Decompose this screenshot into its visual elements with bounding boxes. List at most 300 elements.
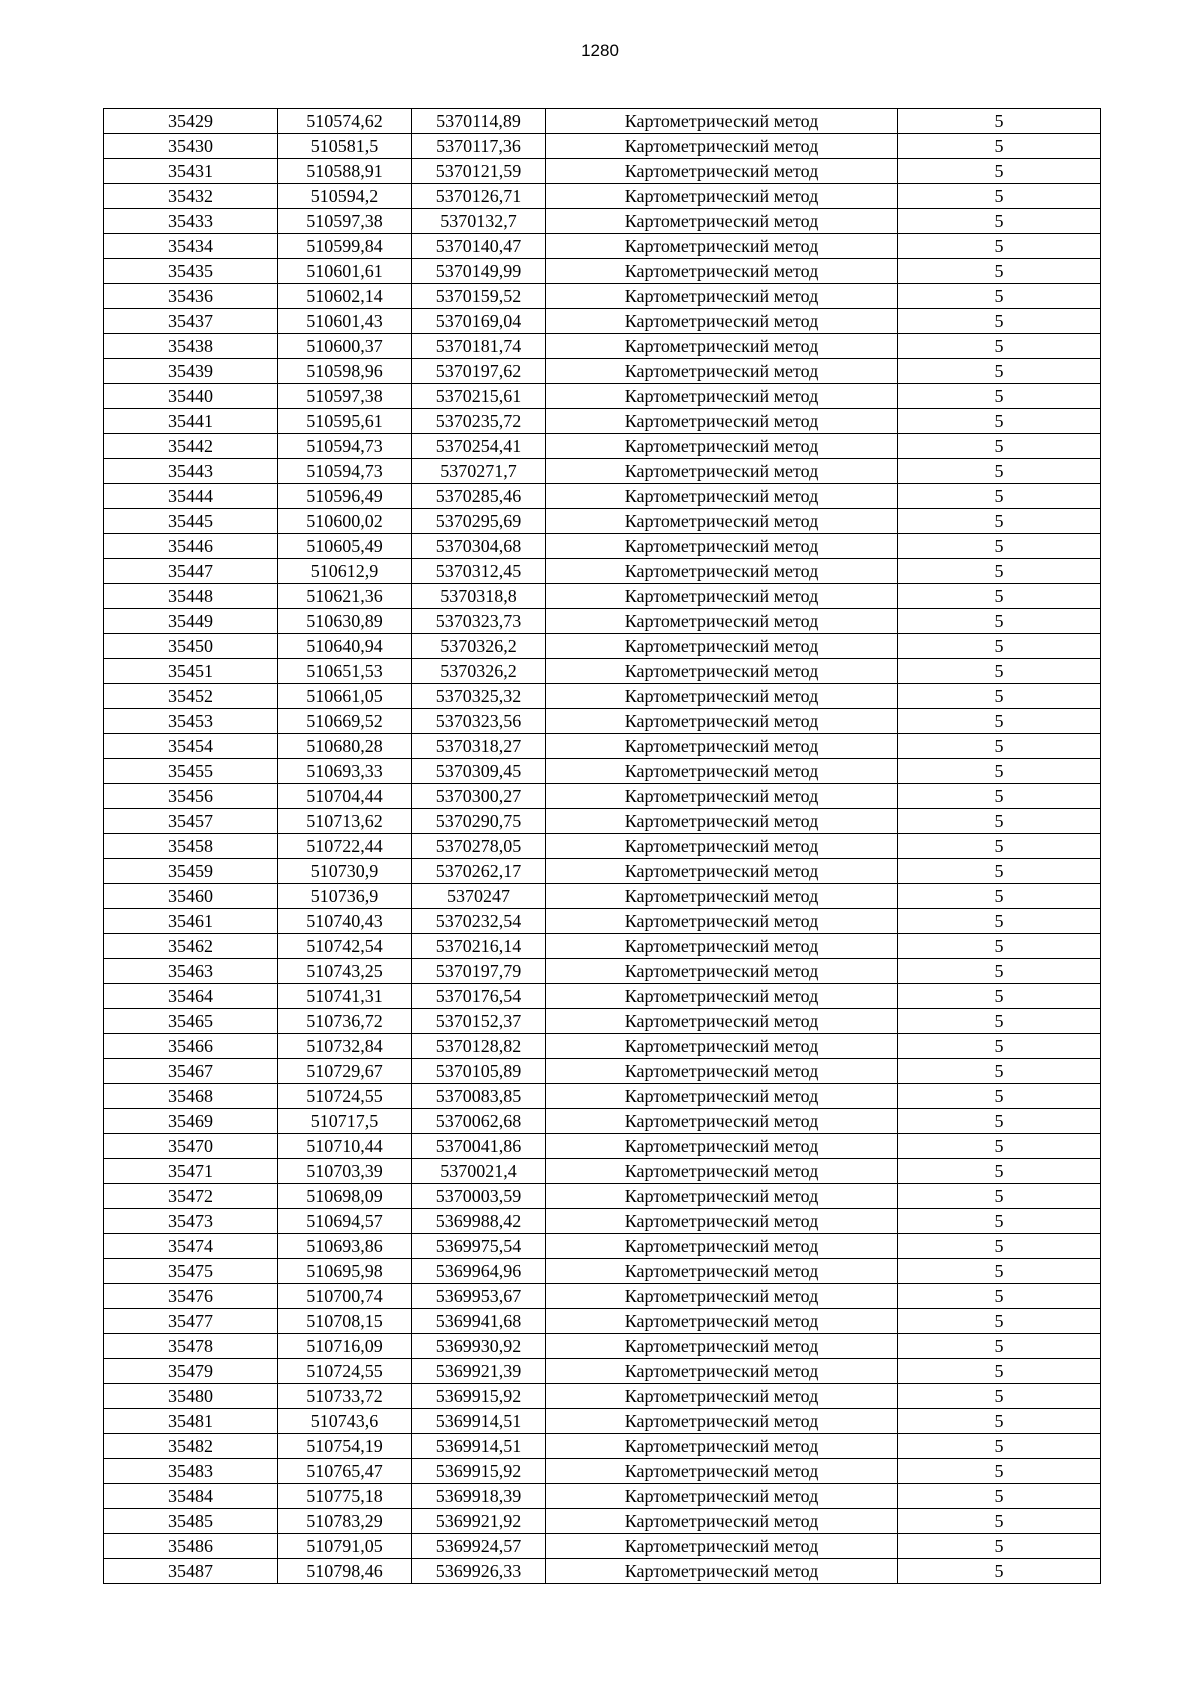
- point-number-cell: 35483: [104, 1459, 278, 1484]
- point-number-cell: 35454: [104, 734, 278, 759]
- x-coordinate-cell: 510741,31: [278, 984, 412, 1009]
- table-row: [104, 834, 1101, 859]
- method-cell: Картометрический метод: [546, 1284, 898, 1309]
- table-row: [104, 1209, 1101, 1234]
- point-number-cell: 35443: [104, 459, 278, 484]
- x-coordinate-cell: 510595,61: [278, 409, 412, 434]
- coordinates-table: [103, 108, 1101, 1584]
- point-number-cell: 35437: [104, 309, 278, 334]
- accuracy-cell: 5: [898, 659, 1101, 684]
- method-cell: Картометрический метод: [546, 1559, 898, 1584]
- method-cell: Картометрический метод: [546, 534, 898, 559]
- y-coordinate-cell: 5370021,4: [412, 1159, 546, 1184]
- table-row: [104, 1284, 1101, 1309]
- method-cell: Картометрический метод: [546, 1134, 898, 1159]
- method-cell: Картометрический метод: [546, 1034, 898, 1059]
- method-cell: Картометрический метод: [546, 184, 898, 209]
- x-coordinate-cell: 510724,55: [278, 1084, 412, 1109]
- method-cell: Картометрический метод: [546, 234, 898, 259]
- y-coordinate-cell: 5369924,57: [412, 1534, 546, 1559]
- point-number-cell: 35435: [104, 259, 278, 284]
- table-row: [104, 1159, 1101, 1184]
- accuracy-cell: 5: [898, 559, 1101, 584]
- x-coordinate-cell: 510742,54: [278, 934, 412, 959]
- table-row: [104, 559, 1101, 584]
- point-number-cell: 35460: [104, 884, 278, 909]
- table-row: [104, 309, 1101, 334]
- point-number-cell: 35481: [104, 1409, 278, 1434]
- method-cell: Картометрический метод: [546, 684, 898, 709]
- point-number-cell: 35459: [104, 859, 278, 884]
- point-number-cell: 35482: [104, 1434, 278, 1459]
- method-cell: Картометрический метод: [546, 109, 898, 134]
- y-coordinate-cell: 5370181,74: [412, 334, 546, 359]
- x-coordinate-cell: 510717,5: [278, 1109, 412, 1134]
- x-coordinate-cell: 510588,91: [278, 159, 412, 184]
- y-coordinate-cell: 5370128,82: [412, 1034, 546, 1059]
- y-coordinate-cell: 5370126,71: [412, 184, 546, 209]
- accuracy-cell: 5: [898, 109, 1101, 134]
- x-coordinate-cell: 510605,49: [278, 534, 412, 559]
- y-coordinate-cell: 5369918,39: [412, 1484, 546, 1509]
- table-row: [104, 809, 1101, 834]
- x-coordinate-cell: 510621,36: [278, 584, 412, 609]
- accuracy-cell: 5: [898, 784, 1101, 809]
- point-number-cell: 35485: [104, 1509, 278, 1534]
- accuracy-cell: 5: [898, 834, 1101, 859]
- y-coordinate-cell: 5369914,51: [412, 1434, 546, 1459]
- y-coordinate-cell: 5370105,89: [412, 1059, 546, 1084]
- point-number-cell: 35474: [104, 1234, 278, 1259]
- accuracy-cell: 5: [898, 684, 1101, 709]
- method-cell: Картометрический метод: [546, 334, 898, 359]
- table-row: [104, 1259, 1101, 1284]
- x-coordinate-cell: 510693,33: [278, 759, 412, 784]
- accuracy-cell: 5: [898, 1034, 1101, 1059]
- table-row: [104, 459, 1101, 484]
- x-coordinate-cell: 510743,25: [278, 959, 412, 984]
- method-cell: Картометрический метод: [546, 734, 898, 759]
- table-row: [104, 259, 1101, 284]
- y-coordinate-cell: 5370062,68: [412, 1109, 546, 1134]
- accuracy-cell: 5: [898, 934, 1101, 959]
- y-coordinate-cell: 5370295,69: [412, 509, 546, 534]
- method-cell: Картометрический метод: [546, 1234, 898, 1259]
- point-number-cell: 35452: [104, 684, 278, 709]
- accuracy-cell: 5: [898, 1409, 1101, 1434]
- accuracy-cell: 5: [898, 309, 1101, 334]
- x-coordinate-cell: 510740,43: [278, 909, 412, 934]
- accuracy-cell: 5: [898, 384, 1101, 409]
- x-coordinate-cell: 510680,28: [278, 734, 412, 759]
- table-row: [104, 1034, 1101, 1059]
- x-coordinate-cell: 510775,18: [278, 1484, 412, 1509]
- point-number-cell: 35464: [104, 984, 278, 1009]
- accuracy-cell: 5: [898, 359, 1101, 384]
- table-row: [104, 1559, 1101, 1584]
- y-coordinate-cell: 5370152,37: [412, 1009, 546, 1034]
- table-row: [104, 534, 1101, 559]
- x-coordinate-cell: 510594,2: [278, 184, 412, 209]
- y-coordinate-cell: 5370278,05: [412, 834, 546, 859]
- y-coordinate-cell: 5369941,68: [412, 1309, 546, 1334]
- x-coordinate-cell: 510732,84: [278, 1034, 412, 1059]
- y-coordinate-cell: 5370216,14: [412, 934, 546, 959]
- point-number-cell: 35440: [104, 384, 278, 409]
- method-cell: Картометрический метод: [546, 784, 898, 809]
- y-coordinate-cell: 5370318,27: [412, 734, 546, 759]
- method-cell: Картометрический метод: [546, 884, 898, 909]
- accuracy-cell: 5: [898, 1284, 1101, 1309]
- y-coordinate-cell: 5370169,04: [412, 309, 546, 334]
- y-coordinate-cell: 5369915,92: [412, 1459, 546, 1484]
- y-coordinate-cell: 5370262,17: [412, 859, 546, 884]
- y-coordinate-cell: 5370312,45: [412, 559, 546, 584]
- method-cell: Картометрический метод: [546, 634, 898, 659]
- accuracy-cell: 5: [898, 759, 1101, 784]
- table-row: [104, 1109, 1101, 1134]
- method-cell: Картометрический метод: [546, 159, 898, 184]
- x-coordinate-cell: 510640,94: [278, 634, 412, 659]
- point-number-cell: 35441: [104, 409, 278, 434]
- method-cell: Картометрический метод: [546, 1309, 898, 1334]
- point-number-cell: 35455: [104, 759, 278, 784]
- table-row: [104, 1184, 1101, 1209]
- accuracy-cell: 5: [898, 1434, 1101, 1459]
- method-cell: Картометрический метод: [546, 259, 898, 284]
- accuracy-cell: 5: [898, 1184, 1101, 1209]
- table-row: [104, 1534, 1101, 1559]
- y-coordinate-cell: 5369953,67: [412, 1284, 546, 1309]
- y-coordinate-cell: 5370326,2: [412, 659, 546, 684]
- point-number-cell: 35470: [104, 1134, 278, 1159]
- x-coordinate-cell: 510574,62: [278, 109, 412, 134]
- method-cell: Картометрический метод: [546, 384, 898, 409]
- x-coordinate-cell: 510733,72: [278, 1384, 412, 1409]
- x-coordinate-cell: 510598,96: [278, 359, 412, 384]
- accuracy-cell: 5: [898, 509, 1101, 534]
- x-coordinate-cell: 510597,38: [278, 209, 412, 234]
- table-row: [104, 959, 1101, 984]
- point-number-cell: 35463: [104, 959, 278, 984]
- x-coordinate-cell: 510730,9: [278, 859, 412, 884]
- table-row: [104, 1384, 1101, 1409]
- table-row: [104, 384, 1101, 409]
- y-coordinate-cell: 5370114,89: [412, 109, 546, 134]
- method-cell: Картометрический метод: [546, 1434, 898, 1459]
- point-number-cell: 35430: [104, 134, 278, 159]
- accuracy-cell: 5: [898, 1109, 1101, 1134]
- x-coordinate-cell: 510722,44: [278, 834, 412, 859]
- table-row: [104, 859, 1101, 884]
- x-coordinate-cell: 510601,61: [278, 259, 412, 284]
- point-number-cell: 35453: [104, 709, 278, 734]
- table-row: [104, 909, 1101, 934]
- accuracy-cell: 5: [898, 534, 1101, 559]
- x-coordinate-cell: 510651,53: [278, 659, 412, 684]
- x-coordinate-cell: 510594,73: [278, 434, 412, 459]
- method-cell: Картометрический метод: [546, 609, 898, 634]
- point-number-cell: 35475: [104, 1259, 278, 1284]
- y-coordinate-cell: 5370215,61: [412, 384, 546, 409]
- accuracy-cell: 5: [898, 1559, 1101, 1584]
- point-number-cell: 35451: [104, 659, 278, 684]
- table-row: [104, 184, 1101, 209]
- accuracy-cell: 5: [898, 209, 1101, 234]
- y-coordinate-cell: 5370159,52: [412, 284, 546, 309]
- table-row: [104, 234, 1101, 259]
- x-coordinate-cell: 510596,49: [278, 484, 412, 509]
- method-cell: Картометрический метод: [546, 1184, 898, 1209]
- point-number-cell: 35462: [104, 934, 278, 959]
- table-row: [104, 759, 1101, 784]
- y-coordinate-cell: 5369926,33: [412, 1559, 546, 1584]
- y-coordinate-cell: 5369964,96: [412, 1259, 546, 1284]
- y-coordinate-cell: 5370326,2: [412, 634, 546, 659]
- accuracy-cell: 5: [898, 1534, 1101, 1559]
- method-cell: Картометрический метод: [546, 1409, 898, 1434]
- x-coordinate-cell: 510594,73: [278, 459, 412, 484]
- method-cell: Картометрический метод: [546, 1509, 898, 1534]
- point-number-cell: 35436: [104, 284, 278, 309]
- method-cell: Картометрический метод: [546, 309, 898, 334]
- point-number-cell: 35484: [104, 1484, 278, 1509]
- point-number-cell: 35444: [104, 484, 278, 509]
- point-number-cell: 35472: [104, 1184, 278, 1209]
- accuracy-cell: 5: [898, 1459, 1101, 1484]
- x-coordinate-cell: 510791,05: [278, 1534, 412, 1559]
- y-coordinate-cell: 5370003,59: [412, 1184, 546, 1209]
- table-row: [104, 109, 1101, 134]
- method-cell: Картометрический метод: [546, 134, 898, 159]
- point-number-cell: 35457: [104, 809, 278, 834]
- x-coordinate-cell: 510602,14: [278, 284, 412, 309]
- accuracy-cell: 5: [898, 434, 1101, 459]
- method-cell: Картометрический метод: [546, 709, 898, 734]
- table-row: [104, 159, 1101, 184]
- accuracy-cell: 5: [898, 1209, 1101, 1234]
- point-number-cell: 35478: [104, 1334, 278, 1359]
- method-cell: Картометрический метод: [546, 434, 898, 459]
- point-number-cell: 35477: [104, 1309, 278, 1334]
- table-row: [104, 359, 1101, 384]
- method-cell: Картометрический метод: [546, 1059, 898, 1084]
- method-cell: Картометрический метод: [546, 409, 898, 434]
- y-coordinate-cell: 5370140,47: [412, 234, 546, 259]
- accuracy-cell: 5: [898, 1334, 1101, 1359]
- x-coordinate-cell: 510630,89: [278, 609, 412, 634]
- x-coordinate-cell: 510581,5: [278, 134, 412, 159]
- method-cell: Картометрический метод: [546, 834, 898, 859]
- method-cell: Картометрический метод: [546, 1209, 898, 1234]
- x-coordinate-cell: 510612,9: [278, 559, 412, 584]
- accuracy-cell: 5: [898, 409, 1101, 434]
- accuracy-cell: 5: [898, 284, 1101, 309]
- table-row: [104, 1459, 1101, 1484]
- y-coordinate-cell: 5369915,92: [412, 1384, 546, 1409]
- point-number-cell: 35442: [104, 434, 278, 459]
- point-number-cell: 35458: [104, 834, 278, 859]
- x-coordinate-cell: 510736,9: [278, 884, 412, 909]
- accuracy-cell: 5: [898, 1509, 1101, 1534]
- method-cell: Картометрический метод: [546, 934, 898, 959]
- point-number-cell: 35479: [104, 1359, 278, 1384]
- accuracy-cell: 5: [898, 159, 1101, 184]
- accuracy-cell: 5: [898, 1234, 1101, 1259]
- point-number-cell: 35448: [104, 584, 278, 609]
- method-cell: Картометрический метод: [546, 859, 898, 884]
- table-row: [104, 209, 1101, 234]
- accuracy-cell: 5: [898, 1009, 1101, 1034]
- y-coordinate-cell: 5370197,62: [412, 359, 546, 384]
- table-row: [104, 484, 1101, 509]
- method-cell: Картометрический метод: [546, 759, 898, 784]
- y-coordinate-cell: 5370318,8: [412, 584, 546, 609]
- y-coordinate-cell: 5370083,85: [412, 1084, 546, 1109]
- table-row: [104, 709, 1101, 734]
- method-cell: Картометрический метод: [546, 284, 898, 309]
- y-coordinate-cell: 5370290,75: [412, 809, 546, 834]
- x-coordinate-cell: 510713,62: [278, 809, 412, 834]
- y-coordinate-cell: 5370117,36: [412, 134, 546, 159]
- table-row: [104, 684, 1101, 709]
- method-cell: Картометрический метод: [546, 1259, 898, 1284]
- y-coordinate-cell: 5370300,27: [412, 784, 546, 809]
- accuracy-cell: 5: [898, 484, 1101, 509]
- table-row: [104, 1009, 1101, 1034]
- method-cell: Картометрический метод: [546, 984, 898, 1009]
- point-number-cell: 35461: [104, 909, 278, 934]
- point-number-cell: 35476: [104, 1284, 278, 1309]
- accuracy-cell: 5: [898, 1134, 1101, 1159]
- accuracy-cell: 5: [898, 1484, 1101, 1509]
- x-coordinate-cell: 510693,86: [278, 1234, 412, 1259]
- accuracy-cell: 5: [898, 184, 1101, 209]
- accuracy-cell: 5: [898, 734, 1101, 759]
- y-coordinate-cell: 5370121,59: [412, 159, 546, 184]
- method-cell: Картометрический метод: [546, 509, 898, 534]
- point-number-cell: 35473: [104, 1209, 278, 1234]
- x-coordinate-cell: 510783,29: [278, 1509, 412, 1534]
- x-coordinate-cell: 510600,02: [278, 509, 412, 534]
- x-coordinate-cell: 510695,98: [278, 1259, 412, 1284]
- table-row: [104, 1309, 1101, 1334]
- x-coordinate-cell: 510724,55: [278, 1359, 412, 1384]
- table-row: [104, 984, 1101, 1009]
- x-coordinate-cell: 510708,15: [278, 1309, 412, 1334]
- table-row: [104, 1059, 1101, 1084]
- y-coordinate-cell: 5370132,7: [412, 209, 546, 234]
- x-coordinate-cell: 510754,19: [278, 1434, 412, 1459]
- x-coordinate-cell: 510729,67: [278, 1059, 412, 1084]
- table-row: [104, 434, 1101, 459]
- table-row: [104, 1334, 1101, 1359]
- y-coordinate-cell: 5369930,92: [412, 1334, 546, 1359]
- point-number-cell: 35486: [104, 1534, 278, 1559]
- table-row: [104, 659, 1101, 684]
- method-cell: Картометрический метод: [546, 909, 898, 934]
- x-coordinate-cell: 510661,05: [278, 684, 412, 709]
- point-number-cell: 35469: [104, 1109, 278, 1134]
- point-number-cell: 35466: [104, 1034, 278, 1059]
- y-coordinate-cell: 5370285,46: [412, 484, 546, 509]
- method-cell: Картометрический метод: [546, 1159, 898, 1184]
- x-coordinate-cell: 510765,47: [278, 1459, 412, 1484]
- x-coordinate-cell: 510597,38: [278, 384, 412, 409]
- table-row: [104, 1509, 1101, 1534]
- accuracy-cell: 5: [898, 334, 1101, 359]
- point-number-cell: 35471: [104, 1159, 278, 1184]
- accuracy-cell: 5: [898, 859, 1101, 884]
- y-coordinate-cell: 5370235,72: [412, 409, 546, 434]
- x-coordinate-cell: 510703,39: [278, 1159, 412, 1184]
- y-coordinate-cell: 5369921,92: [412, 1509, 546, 1534]
- accuracy-cell: 5: [898, 909, 1101, 934]
- x-coordinate-cell: 510704,44: [278, 784, 412, 809]
- table-row: [104, 734, 1101, 759]
- method-cell: Картометрический метод: [546, 359, 898, 384]
- table-row: [104, 634, 1101, 659]
- point-number-cell: 35432: [104, 184, 278, 209]
- table-row: [104, 884, 1101, 909]
- accuracy-cell: 5: [898, 959, 1101, 984]
- accuracy-cell: 5: [898, 1309, 1101, 1334]
- method-cell: Картометрический метод: [546, 584, 898, 609]
- point-number-cell: 35433: [104, 209, 278, 234]
- method-cell: Картометрический метод: [546, 1334, 898, 1359]
- method-cell: Картометрический метод: [546, 959, 898, 984]
- y-coordinate-cell: 5370271,7: [412, 459, 546, 484]
- accuracy-cell: 5: [898, 259, 1101, 284]
- accuracy-cell: 5: [898, 1359, 1101, 1384]
- method-cell: Картометрический метод: [546, 459, 898, 484]
- table-row: [104, 284, 1101, 309]
- accuracy-cell: 5: [898, 984, 1101, 1009]
- table-row: [104, 934, 1101, 959]
- page-number: 1280: [581, 41, 619, 60]
- accuracy-cell: 5: [898, 609, 1101, 634]
- y-coordinate-cell: 5370247: [412, 884, 546, 909]
- x-coordinate-cell: 510736,72: [278, 1009, 412, 1034]
- y-coordinate-cell: 5370254,41: [412, 434, 546, 459]
- table-row: [104, 1359, 1101, 1384]
- accuracy-cell: 5: [898, 1259, 1101, 1284]
- method-cell: Картометрический метод: [546, 809, 898, 834]
- x-coordinate-cell: 510700,74: [278, 1284, 412, 1309]
- accuracy-cell: 5: [898, 584, 1101, 609]
- accuracy-cell: 5: [898, 884, 1101, 909]
- point-number-cell: 35487: [104, 1559, 278, 1584]
- table-row: [104, 1484, 1101, 1509]
- accuracy-cell: 5: [898, 709, 1101, 734]
- method-cell: Картометрический метод: [546, 559, 898, 584]
- accuracy-cell: 5: [898, 134, 1101, 159]
- y-coordinate-cell: 5370304,68: [412, 534, 546, 559]
- point-number-cell: 35429: [104, 109, 278, 134]
- y-coordinate-cell: 5369975,54: [412, 1234, 546, 1259]
- x-coordinate-cell: 510698,09: [278, 1184, 412, 1209]
- point-number-cell: 35467: [104, 1059, 278, 1084]
- x-coordinate-cell: 510694,57: [278, 1209, 412, 1234]
- method-cell: Картометрический метод: [546, 1459, 898, 1484]
- point-number-cell: 35468: [104, 1084, 278, 1109]
- y-coordinate-cell: 5369988,42: [412, 1209, 546, 1234]
- method-cell: Картометрический метод: [546, 1534, 898, 1559]
- method-cell: Картометрический метод: [546, 1009, 898, 1034]
- accuracy-cell: 5: [898, 459, 1101, 484]
- y-coordinate-cell: 5369914,51: [412, 1409, 546, 1434]
- point-number-cell: 35431: [104, 159, 278, 184]
